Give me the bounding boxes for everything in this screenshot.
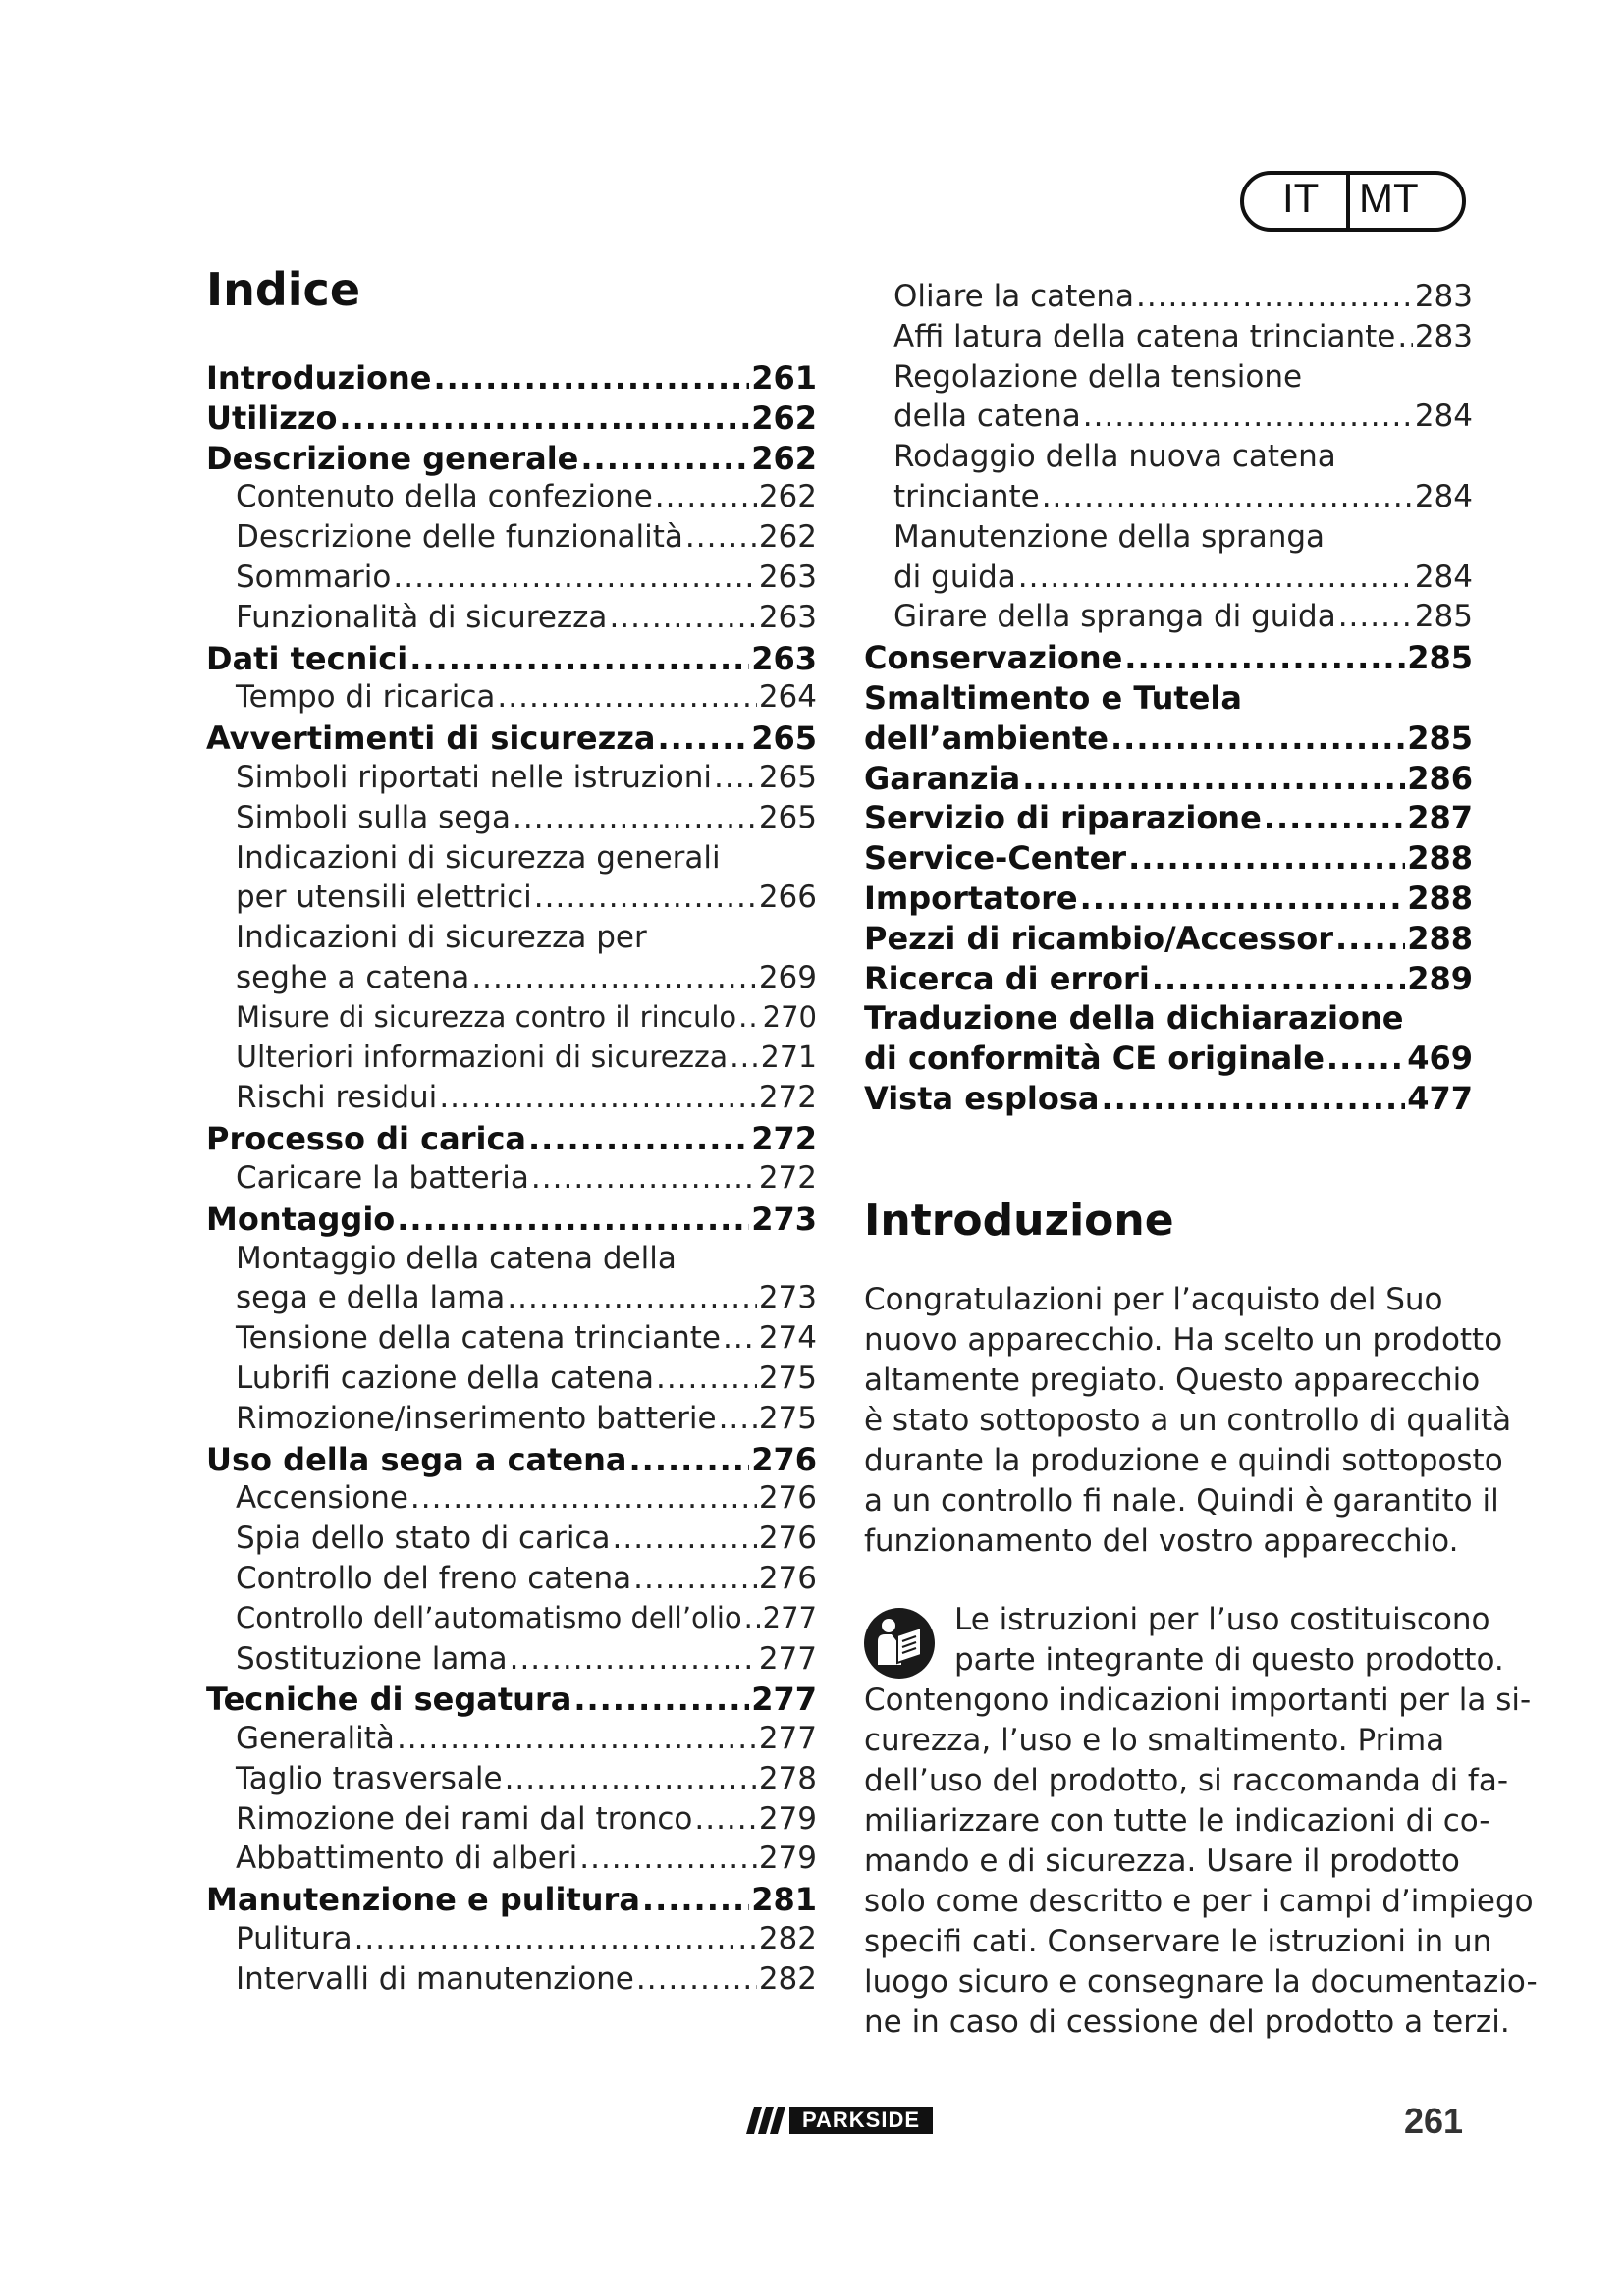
toc-dot-leader [694,1801,756,1837]
toc-entry-page: 270 [762,999,817,1034]
toc-entry [206,1441,817,1481]
paragraph-line: dell’uso del prodotto, si raccomanda di fa- [864,1763,1509,1798]
toc-dot-leader [397,1721,757,1756]
toc-dot-leader [714,760,757,795]
toc-right-column [864,279,1473,1120]
toc-dot-leader [354,1921,757,1956]
toc-dot-leader [633,1561,757,1596]
toc-entry-page: 273 [758,1280,817,1316]
toc-entry-page: 284 [1414,559,1473,595]
toc-entry-page: 282 [758,1921,817,1957]
toc-entry-title: Sommario [236,559,392,595]
toc-entry [206,1881,817,1921]
toc-entry [206,1160,817,1201]
toc-entry-page: 283 [1414,318,1473,354]
toc-entry-page: 284 [1414,478,1473,514]
toc-dot-leader [1152,960,1405,997]
toc-entry [206,1361,817,1401]
toc-dot-leader [573,1681,749,1718]
toc-entry-title: Intervalli di manutenzione [236,1960,634,1997]
toc-entry [206,1521,817,1561]
toc-entry [864,880,1473,920]
toc-dot-leader [410,1480,757,1516]
toc-entry-title: Utilizzo [206,399,338,437]
toc-entry-title: Uso della sega a catena [206,1440,627,1478]
toc-entry [206,1961,817,2002]
toc-entry [206,1721,817,1761]
toc-entry-title: Indicazioni di sicurezza per [236,920,647,956]
toc-entry-title: Spia dello stato di carica [236,1521,611,1557]
page-number: 261 [1404,2101,1464,2141]
toc-dot-leader [497,679,756,715]
toc-dot-leader [1080,880,1406,917]
toc-entry [864,1040,1473,1080]
toc-entry-title: Generalità [236,1721,395,1757]
toc-entry-page: 279 [758,1841,817,1877]
toc-entry [206,1080,817,1120]
parkside-logo [746,2107,933,2134]
logo-slashes-icon [746,2107,785,2134]
toc-entry [206,640,817,680]
toc-left-column [206,359,817,2002]
toc-entry [206,1561,817,1601]
toc-dot-leader [1018,560,1413,595]
paragraph-line: mando e di sicurezza. Usare il prodotto [864,1843,1460,1879]
toc-dot-leader [339,400,749,437]
toc-entry-title: Vista esplosa [864,1079,1100,1117]
toc-entry [206,1801,817,1842]
toc-dot-leader [655,479,757,514]
toc-entry [206,1601,817,1641]
intro-heading: Introduzione [864,1196,1174,1246]
toc-entry-title: Tecniche di segatura [206,1681,572,1719]
toc-entry-title: della catena [893,399,1081,435]
toc-entry-page: 285 [1407,719,1473,757]
toc-dot-leader [1136,279,1413,314]
toc-entry-title: Tempo di ricarica [236,679,496,716]
toc-entry-title: Garanzia [864,759,1021,797]
paragraph-line: Le istruzioni per l’uso costituiscono [954,1602,1490,1637]
toc-entry-page: 263 [751,639,817,677]
toc-entry-title: Ricerca di errori [864,959,1150,997]
toc-dot-leader [1042,479,1413,514]
toc-entry-title: Caricare la batteria [236,1159,529,1196]
toc-entry [206,880,817,920]
toc-entry-title: Conservazione [864,639,1123,677]
toc-entry-title: Descrizione delle funzionalità [236,519,683,556]
toc-dot-leader [1335,920,1405,957]
toc-entry [206,440,817,480]
paragraph-line: a un controllo fi nale. Quindi è garantito il [864,1483,1499,1519]
logo-brand-text: PARKSIDE [789,2107,933,2134]
toc-entry [206,1041,817,1081]
toc-entry-page: 265 [751,720,817,758]
toc-dot-leader [723,1320,757,1356]
toc-entry [864,560,1473,600]
toc-entry [864,599,1473,639]
toc-entry-page: 274 [758,1320,817,1357]
toc-dot-leader [505,1761,757,1796]
toc-dot-leader [738,1000,760,1034]
toc-entry [206,1761,817,1801]
toc-dot-leader [685,519,757,555]
paragraph-line: ne in caso di cessione del prodotto a terzi. [864,2004,1510,2040]
toc-entry-page: 288 [1407,839,1473,878]
toc-dot-leader [1124,639,1405,676]
toc-entry-title: Affi latura della catena trinciante [893,318,1396,354]
toc-entry [206,1120,817,1160]
toc-entry-page: 265 [758,799,817,835]
toc-entry-page: 272 [758,1080,817,1116]
toc-entry-page: 285 [1407,639,1473,677]
toc-entry [864,519,1473,560]
toc-entry-title: Rimozione/inserimento batterie [236,1400,717,1436]
toc-entry [206,1480,817,1521]
toc-entry-page: 262 [758,479,817,515]
toc-dot-leader [531,1160,757,1196]
toc-dot-leader [1338,599,1413,634]
language-code-mt: MT [1359,175,1419,221]
toc-entry [864,720,1473,760]
toc-dot-leader [1110,720,1405,757]
toc-entry-title: Funzionalità di sicurezza [236,599,608,635]
paragraph-line: luogo sicuro e consegnare la documentazio- [864,1964,1538,2000]
toc-entry-title: Girare della spranga di guida [893,599,1336,635]
intro-paragraph [864,1280,1511,1562]
toc-entry [206,1280,817,1320]
toc-entry-page: 277 [758,1721,817,1757]
toc-entry-title: sega e della lama [236,1280,506,1316]
toc-entry-page: 285 [1414,599,1473,635]
toc-entry-page: 276 [758,1560,817,1596]
language-badge-outline-icon [1239,169,1467,234]
toc-entry [864,1080,1473,1120]
toc-entry [206,679,817,720]
paragraph-line: altamente pregiato. Questo apparecchio [864,1362,1481,1398]
toc-entry-title: Montaggio [206,1200,396,1238]
toc-dot-leader [1264,799,1405,836]
toc-entry-title: Accensione [236,1480,408,1517]
toc-entry-title: Contenuto della confezione [236,479,653,515]
toc-entry-page: 271 [760,1040,817,1075]
toc-dot-leader [744,1601,761,1634]
toc-entry [864,279,1473,319]
toc-entry [206,720,817,760]
toc-dot-leader [580,440,749,477]
toc-dot-leader [1397,319,1413,354]
toc-entry-page: 279 [758,1800,817,1837]
toc-entry-title: Misure di sicurezza contro il rinculo [236,999,737,1034]
toc-entry-title: Abbattimento di alberi [236,1841,578,1877]
toc-entry-title: Indicazioni di sicurezza generali [236,839,721,876]
toc-entry-title: Pezzi di ricambio/Accessor [864,919,1333,957]
toc-entry-title: Avvertimenti di sicurezza [206,720,656,758]
toc-entry-title: Dati tecnici [206,639,408,677]
toc-entry-title: Smaltimento e Tutela [864,678,1242,717]
toc-dot-leader [393,560,756,595]
toc-entry-title: Introduzione [206,359,432,397]
toc-entry-title: Montaggio della catena della [236,1240,677,1276]
toc-dot-leader [612,1521,756,1556]
toc-dot-leader [439,1080,757,1115]
toc-entry [206,400,817,440]
toc-entry-page: 281 [751,1881,817,1919]
toc-entry-page: 287 [1407,799,1473,837]
toc-entry [206,960,817,1000]
toc-dot-leader [642,1881,749,1918]
toc-entry-title: Servizio di riparazione [864,799,1262,837]
toc-dot-leader [397,1201,749,1238]
toc-entry-page: 276 [758,1480,817,1517]
paragraph-line: nuovo apparecchio. Ha scelto un prodotto [864,1322,1503,1358]
toc-dot-leader [507,1280,757,1315]
toc-entry-title: Simboli riportati nelle istruzioni [236,759,713,795]
toc-entry [864,399,1473,439]
toc-entry [206,519,817,560]
toc-entry-title: Rimozione dei rami dal tronco [236,1800,693,1837]
toc-entry-title: Pulitura [236,1921,352,1957]
toc-dot-leader [528,1120,749,1157]
toc-entry-page: 266 [758,880,817,916]
toc-entry-title: Manutenzione e pulitura [206,1881,640,1919]
toc-entry [864,799,1473,839]
toc-entry [864,359,1473,400]
toc-entry-page: 277 [751,1681,817,1719]
toc-dot-leader [513,800,757,835]
paragraph-line: Congratulazioni per l’acquisto del Suo [864,1282,1443,1317]
toc-entry-title: Descrizione generale [206,439,579,477]
toc-entry [864,439,1473,479]
toc-entry-page: 283 [1414,279,1473,314]
toc-dot-leader [1083,399,1413,434]
toc-entry-page: 288 [1407,879,1473,917]
toc-dot-leader [609,600,756,635]
toc-entry-title: Traduzione della dichiarazione [864,999,1404,1038]
paragraph-line: funzionamento del vostro apparecchio. [864,1523,1459,1559]
paragraph-line: durante la produzione e quindi sottoposto [864,1443,1503,1478]
toc-dot-leader [629,1441,750,1478]
toc-entry-page: 469 [1407,1040,1473,1078]
toc-dot-leader [656,1361,757,1396]
paragraph-line: curezza, l’uso e lo smaltimento. Prima [864,1723,1445,1758]
paragraph-line: è stato sottoposto a un controllo di qualità [864,1403,1512,1438]
toc-dot-leader [434,359,750,397]
toc-entry [864,479,1473,519]
toc-dot-leader [510,1641,757,1677]
toc-entry-title: Simboli sulla sega [236,799,511,835]
toc-entry-page: 262 [751,399,817,437]
toc-entry [206,1841,817,1881]
index-heading: Indice [206,263,361,316]
toc-entry-page: 275 [758,1360,817,1396]
toc-dot-leader [657,720,749,757]
toc-entry-page: 286 [1407,759,1473,797]
toc-entry-page: 272 [758,1159,817,1196]
language-code-it: IT [1282,175,1320,221]
paragraph-line: specifi cati. Conservare le istruzioni in un [864,1924,1492,1959]
toc-entry-page: 289 [1407,959,1473,997]
toc-entry-page: 276 [751,1440,817,1478]
toc-entry-title: Oliare la catena [893,279,1134,314]
toc-entry-title: Rodaggio della nuova catena [893,439,1336,475]
toc-entry-page: 262 [758,519,817,556]
toc-dot-leader [534,880,757,915]
toc-entry-title: Taglio trasversale [236,1760,503,1796]
toc-entry-title: seghe a catena [236,959,470,995]
toc-entry-page: 275 [758,1400,817,1436]
toc-entry-title: Rischi residui [236,1080,438,1116]
toc-entry [864,319,1473,359]
toc-entry-title: trinciante [893,478,1040,514]
toc-entry-title: Processo di carica [206,1120,526,1158]
toc-entry [864,839,1473,880]
toc-entry [206,560,817,600]
toc-entry [206,359,817,400]
language-badge [1239,169,1467,234]
toc-entry [864,679,1473,720]
toc-entry [864,639,1473,679]
toc-entry [206,1681,817,1721]
toc-dot-leader [1102,1080,1406,1117]
toc-dot-leader [579,1841,757,1876]
toc-entry [206,1241,817,1281]
toc-entry [864,760,1473,800]
toc-entry [206,920,817,960]
toc-entry-title: Lubrifi cazione della catena [236,1360,654,1396]
toc-entry-title: per utensili elettrici [236,880,532,916]
toc-entry [206,479,817,519]
toc-entry-title: Controllo dell’automatismo dell’olio [236,1600,742,1634]
toc-entry-title: Controllo del freno catena [236,1560,632,1596]
toc-entry-page: 272 [751,1120,817,1158]
toc-entry [206,840,817,881]
toc-entry-page: 264 [758,679,817,716]
toc-entry-page: 282 [758,1960,817,1997]
toc-entry-page: 277 [758,1640,817,1677]
toc-entry [864,999,1473,1040]
toc-entry [864,920,1473,960]
toc-entry-title: Ulteriori informazioni di sicurezza [236,1040,729,1075]
toc-entry-page: 284 [1414,399,1473,435]
paragraph-line: parte integrante di questo prodotto. [954,1642,1504,1678]
toc-entry-page: 276 [758,1521,817,1557]
toc-entry-page: 263 [758,559,817,595]
manual-notice-paragraph [864,1600,1538,2043]
paragraph-line: miliarizzare con tutte le indicazioni di co- [864,1803,1490,1839]
toc-entry [206,1401,817,1441]
toc-entry-page: 265 [758,759,817,795]
toc-entry-title: di guida [893,559,1016,595]
toc-entry-title: di conformità CE originale [864,1040,1325,1078]
toc-dot-leader [1128,839,1405,877]
toc-entry-page: 273 [751,1200,817,1238]
toc-entry-page: 269 [758,959,817,995]
toc-entry-page: 261 [751,359,817,397]
toc-entry-title: Importatore [864,879,1078,917]
toc-entry-title: dell’ambiente [864,719,1109,757]
toc-entry [206,1320,817,1361]
toc-dot-leader [719,1401,757,1436]
toc-dot-leader [409,640,749,677]
toc-dot-leader [471,960,757,995]
toc-entry [206,1000,817,1041]
toc-entry-title: Regolazione della tensione [893,358,1303,395]
toc-entry [206,1201,817,1241]
toc-entry-page: 477 [1407,1079,1473,1117]
toc-entry-page: 262 [751,439,817,477]
paragraph-line: solo come descritto e per i campi d’impiego [864,1884,1534,1919]
toc-dot-leader [730,1041,759,1075]
toc-entry-page: 278 [758,1760,817,1796]
toc-entry-page: 277 [762,1600,817,1634]
toc-dot-leader [1326,1040,1405,1077]
toc-entry-page: 288 [1407,919,1473,957]
toc-entry [206,1921,817,1961]
toc-entry [206,1641,817,1682]
toc-entry [206,600,817,640]
toc-entry [206,800,817,840]
toc-entry-title: Tensione della catena trinciante [236,1320,721,1357]
paragraph-line: Contengono indicazioni importanti per la si- [864,1682,1532,1718]
toc-entry-title: Sostituzione lama [236,1640,508,1677]
toc-dot-leader [1022,760,1405,797]
toc-entry [864,960,1473,1000]
toc-entry [206,760,817,800]
toc-entry-title: Manutenzione della spranga [893,518,1326,555]
toc-entry-title: Service-Center [864,839,1127,878]
toc-entry-page: 263 [758,599,817,635]
toc-dot-leader [636,1961,757,1997]
